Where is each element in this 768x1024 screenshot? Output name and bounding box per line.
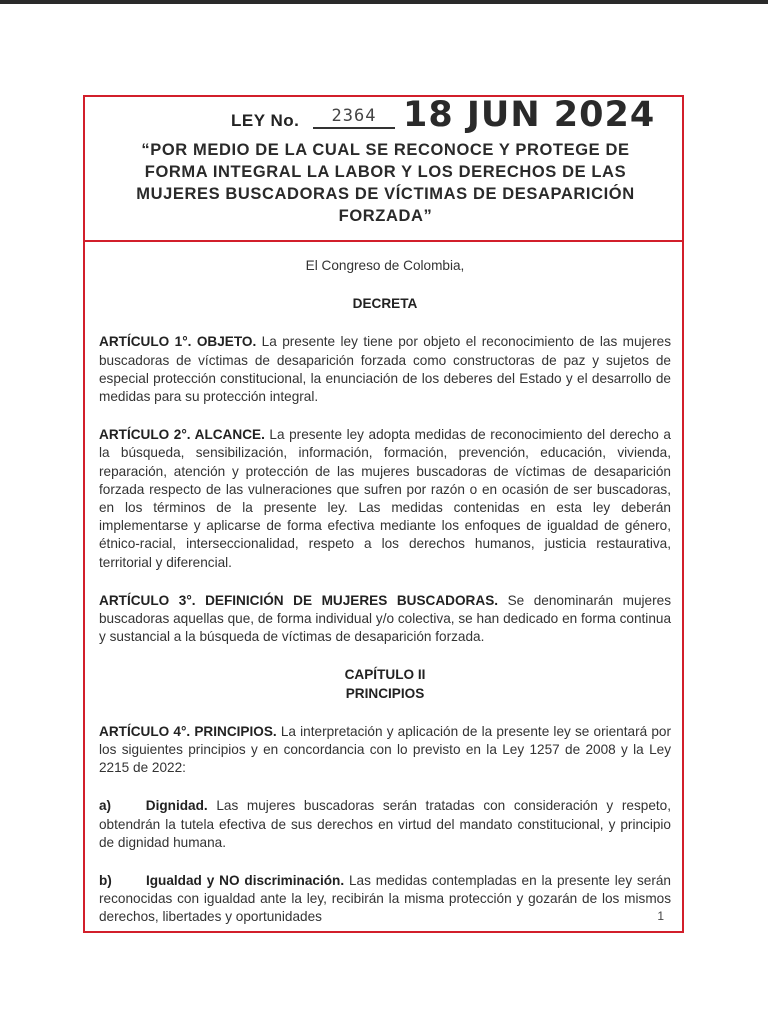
principle-a	[99, 797, 671, 852]
article-heading: ARTÍCULO 1°. OBJETO.	[99, 334, 257, 350]
article-1	[99, 333, 671, 406]
item-heading: Igualdad y NO discriminación.	[145, 873, 345, 889]
chapter-name: PRINCIPIOS	[345, 685, 425, 701]
scan-edge	[0, 0, 768, 4]
article-heading: ARTÍCULO 2°. ALCANCE.	[99, 427, 265, 443]
article-4	[99, 723, 671, 778]
article-3	[99, 592, 671, 647]
document-frame	[83, 95, 684, 933]
article-text: La presente ley adopta medidas de reconocimiento del derecho a la búsqueda, sensibilización, información, formación, prevención, educación, vivienda, reparación, atención y protección de las mujeres buscadoras de víctimas de desaparición forzada respecto de las vulneraciones que sufren por razón o en ocasión de ser buscadoras, en los términos de la presente ley. Las medidas contenidas en esta ley deberán implementarse y aplicarse de forma efectiva mediante los enfoques de igualdad de género, étnico-racial, interseccionalidad, respeto a los derechos humanos, justicia restaurativa, territorial y diferencial.	[99, 427, 671, 570]
item-text: Las medidas contempladas en la presente ley serán reconocidas con igualdad ante la ley, recibirán la misma protección y gozarán de los mismos derechos, libertades y oportunidades	[99, 873, 671, 925]
law-header	[85, 97, 682, 242]
article-2	[99, 426, 671, 572]
article-heading: ARTÍCULO 3°. DEFINICIÓN DE MUJERES BUSCADORAS.	[99, 592, 499, 608]
law-number-line	[85, 97, 682, 139]
law-title: “POR MEDIO DE LA CUAL SE RECONOCE Y PROTEGE DE FORMA INTEGRAL LA LABOR Y LOS DERECHOS DE LAS MUJERES BUSCADORAS DE VÍCTIMAS DE DESAPARICIÓN FORZADA”	[136, 141, 635, 225]
item-heading: Dignidad.	[145, 798, 208, 814]
congress-line: El Congreso de Colombia,	[305, 258, 465, 273]
item-letter: a)	[99, 798, 112, 814]
article-text: La presente ley tiene por objeto el reconocimiento de las mujeres buscadoras de víctimas de desaparición forzada como constructoras de paz y sujetos de especial protección constitucional, la enunciación de los deberes del Estado y el desarrollo de medidas para su protección integral.	[99, 334, 672, 405]
law-body	[99, 257, 671, 927]
article-text: Se denominarán mujeres buscadoras aquellas que, de forma individual y/o colectiva, se han dedicado en forma continua y sustancial a la búsqueda de víctimas de desaparición forzada.	[99, 592, 671, 645]
chapter-number: CAPÍTULO II	[344, 667, 426, 683]
page-number: 1	[657, 909, 664, 923]
principle-b	[99, 872, 671, 927]
article-heading: ARTÍCULO 4°. PRINCIPIOS.	[99, 723, 277, 739]
decree-heading: DECRETA	[352, 296, 418, 312]
date-stamp: 18 JUN 2024	[403, 95, 656, 135]
law-number: 2364	[313, 105, 395, 129]
article-text: La interpretación y aplicación de la presente ley se orientará por los siguientes principios y en concordancia con lo previsto en la Ley 1257 de 2008 y la Ley 2215 de 2022:	[99, 723, 671, 776]
law-label: LEY No.	[231, 111, 300, 130]
item-letter: b)	[99, 873, 112, 889]
item-text: Las mujeres buscadoras serán tratadas con consideración y respeto, obtendrán la tutela efectiva de sus derechos en virtud del mandato constitucional, y principio de dignidad humana.	[99, 798, 672, 850]
